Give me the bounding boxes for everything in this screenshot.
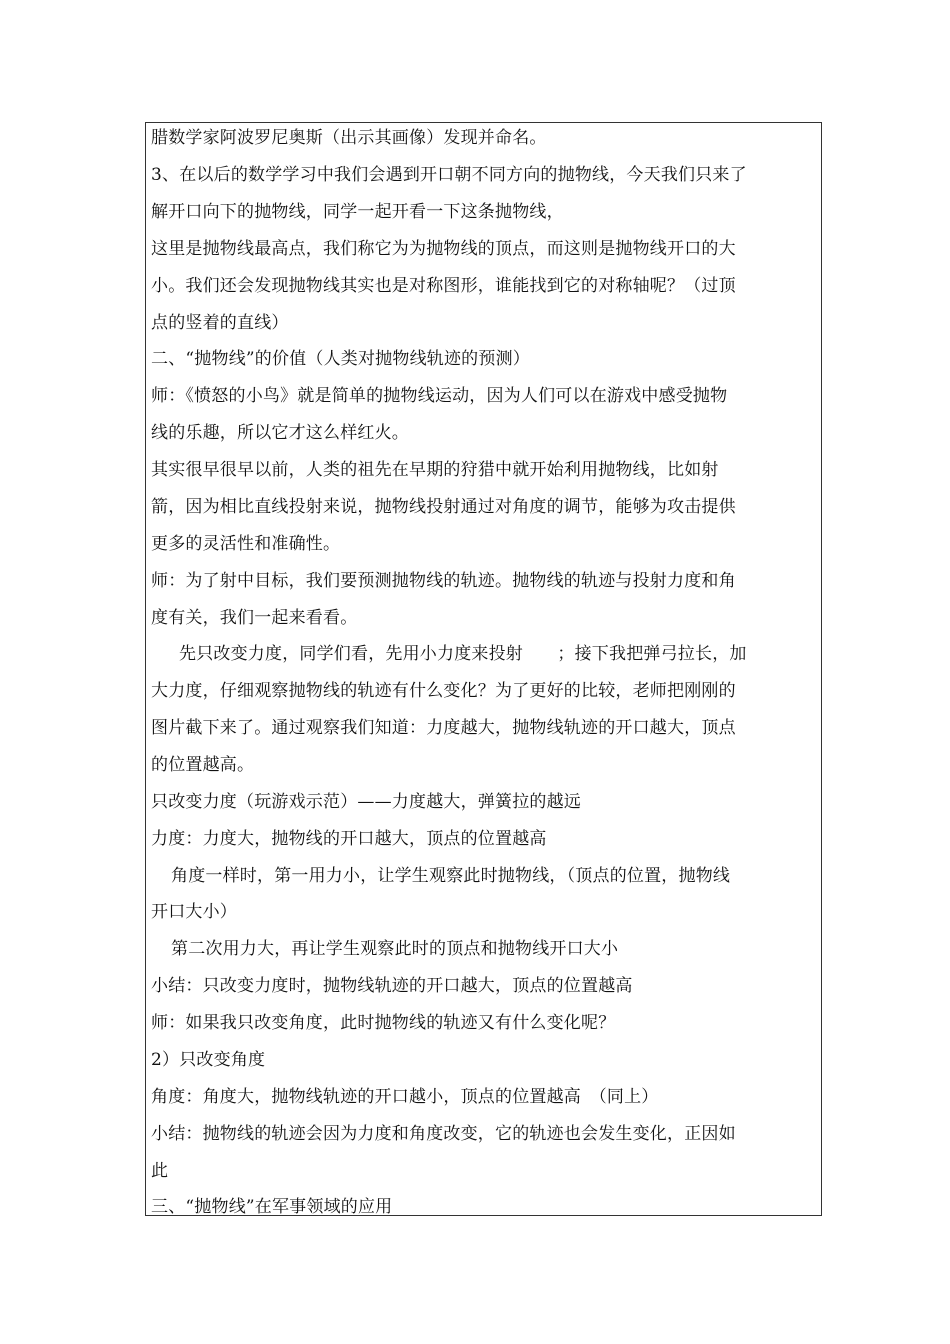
text-line: 点的竖着的直线）: [151, 313, 289, 333]
section-heading: 二、“抛物线”的价值（人类对抛物线轨迹的预测）: [151, 349, 530, 369]
text-line: 的位置越高。: [151, 755, 255, 775]
text-line: 先只改变力度，同学们看，先用小力度来投射 ；接下我把弹弓拉长，加: [179, 644, 747, 664]
text-line: 3、在以后的数学学习中我们会遇到开口朝不同方向的抛物线，今天我们只来了: [151, 165, 747, 185]
text-line: 线的乐趣，所以它才这么样红火。: [151, 423, 409, 443]
text-line: 力度：力度大，抛物线的开口越大，顶点的位置越高: [151, 829, 547, 849]
text-line: 这里是抛物线最高点，我们称它为为抛物线的顶点，而这则是抛物线开口的大: [151, 239, 736, 259]
text-line: 第二次用力大，再让学生观察此时的顶点和抛物线开口大小: [171, 939, 619, 959]
text-line: 腊数学家阿波罗尼奥斯（出示其画像）发现并命名。: [151, 128, 547, 148]
text-line: 角度：角度大，抛物线轨迹的开口越小，顶点的位置越高 （同上）: [151, 1087, 659, 1107]
text-line: 小。我们还会发现抛物线其实也是对称图形，谁能找到它的对称轴呢？（过顶: [151, 276, 736, 296]
text-line: 开口大小）: [151, 902, 237, 922]
text-line: 小结：只改变力度时，抛物线轨迹的开口越大，顶点的位置越高: [151, 976, 633, 996]
text-line: 2）只改变角度: [151, 1050, 266, 1070]
text-line: 师：为了射中目标，我们要预测抛物线的轨迹。抛物线的轨迹与投射力度和角: [151, 571, 736, 591]
text-line: 解开口向下的抛物线，同学一起开看一下这条抛物线，: [151, 202, 564, 222]
text-line: 小结：抛物线的轨迹会因为力度和角度改变，它的轨迹也会发生变化，正因如: [151, 1124, 736, 1144]
text-line: 此: [151, 1161, 169, 1181]
text-line: 其实很早很早以前，人类的祖先在早期的狩猎中就开始利用抛物线，比如射: [151, 460, 719, 480]
text-line: 度有关，我们一起来看看。: [151, 608, 358, 628]
text-line: 图片截下来了。通过观察我们知道：力度越大，抛物线轨迹的开口越大，顶点: [151, 718, 736, 738]
text-line: 更多的灵活性和准确性。: [151, 534, 341, 554]
text-line: 只改变力度（玩游戏示范）——力度越大，弹簧拉的越远: [151, 792, 581, 812]
text-line: 师：《愤怒的小鸟》就是简单的抛物线运动，因为人们可以在游戏中感受抛物: [151, 386, 728, 406]
text-line: 角度一样时，第一用力小，让学生观察此时抛物线，（顶点的位置，抛物线: [171, 866, 731, 886]
text-line: 箭，因为相比直线投射来说，抛物线投射通过对角度的调节，能够为攻击提供: [151, 497, 736, 517]
text-line: 师：如果我只改变角度，此时抛物线的轨迹又有什么变化呢？: [151, 1013, 616, 1033]
text-line: 大力度，仔细观察抛物线的轨迹有什么变化？为了更好的比较，老师把刚刚的: [151, 681, 736, 701]
section-heading: 三、“抛物线”在军事领域的应用: [151, 1197, 393, 1217]
